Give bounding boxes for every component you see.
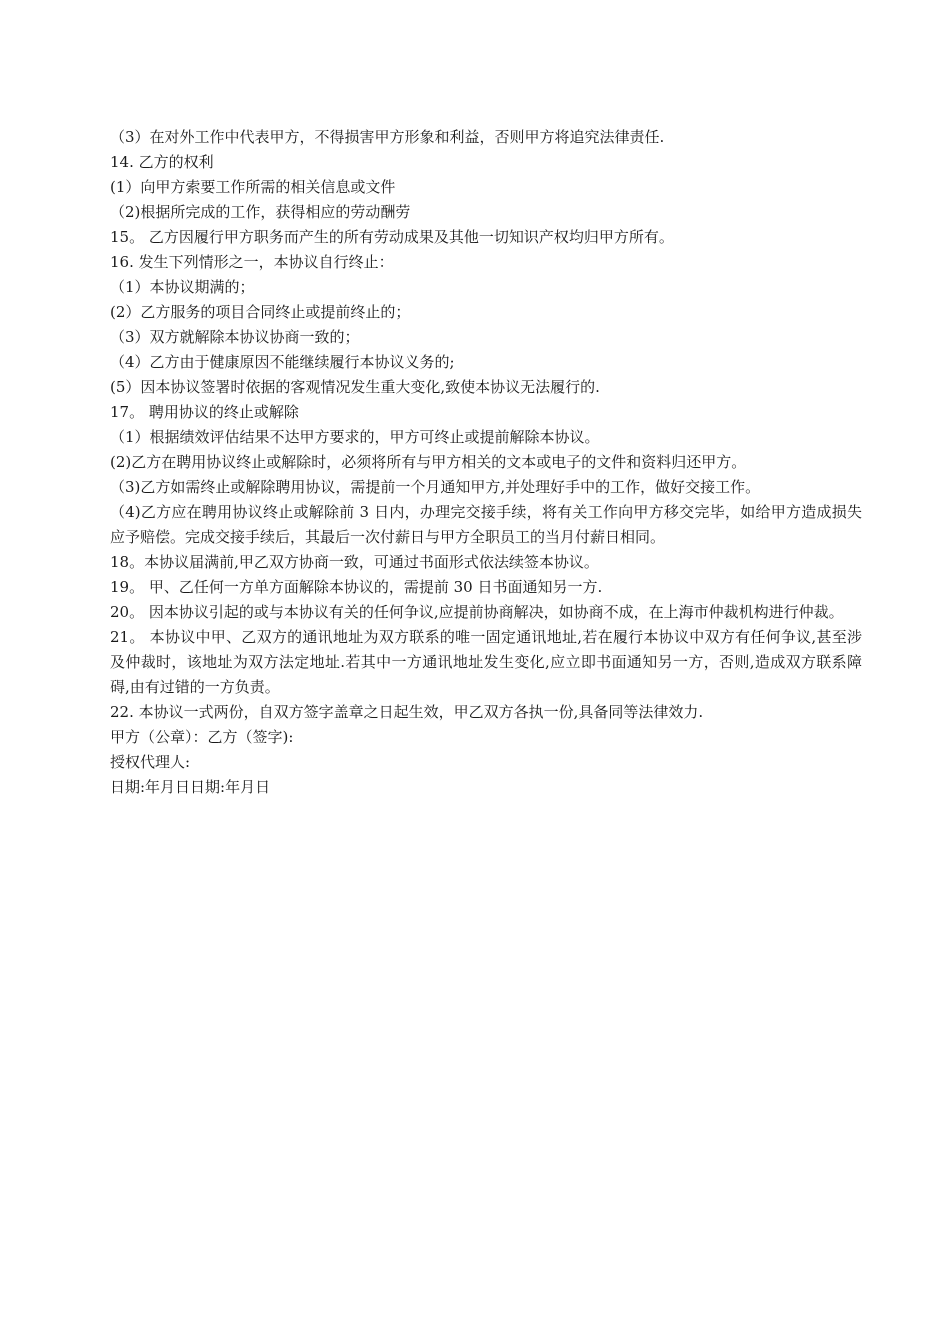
clause-16-item-5: (5）因本协议签署时依据的客观情况发生重大变化,致使本协议无法履行的. [110,378,600,396]
clause-17-item-3: （3)乙方如需终止或解除聘用协议，需提前一个月通知甲方,并处理好手中的工作，做好交接工作。 [110,478,761,496]
clause-18: 18。本协议届满前,甲乙双方协商一致，可通过书面形式依法续签本协议。 [110,553,599,571]
clause-15: 15。 乙方因履行甲方职务而产生的所有劳动成果及其他一切知识产权均归甲方所有。 [110,228,674,246]
clause-16-item-1: （1）本协议期满的； [110,278,255,296]
authorized-agent: 授权代理人: [110,753,191,771]
clause-21: 21。 本协议中甲、乙双方的通讯地址为双方联系的唯一固定通讯地址,若在履行本协议中双方有任何争议,甚至涉及仲裁时，该地址为双方法定地址.若其中一方通讯地址发生变化,应立即书面通知另一方，否则,造成双方联系障碍,由有过错的一方负责。 [110,628,862,696]
clause-16-heading: 16. 发生下列情形之一，本协议自行终止： [110,253,394,271]
clause-16-item-3: （3）双方就解除本协议协商一致的； [110,328,360,346]
clause-17-item-2: (2)乙方在聘用协议终止或解除时，必须将所有与甲方相关的文本或电子的文件和资料归还甲方。 [110,453,747,471]
clause-14-item-1: (1）向甲方索要工作所需的相关信息或文件 [110,178,396,196]
clause-16-item-2: (2）乙方服务的项目合同终止或提前终止的； [110,303,411,321]
document-body [110,125,862,800]
clause-14-item-2: （2)根据所完成的工作，获得相应的劳动酬劳 [110,203,411,221]
clause-17-item-4: （4)乙方应在聘用协议终止或解除前 3 日内，办理完交接手续，将有关工作向甲方移交完毕，如给甲方造成损失应予赔偿。完成交接手续后，其最后一次付薪日与甲方全职员工的当月付薪日相同。 [110,503,862,546]
clause-14-heading: 14. 乙方的权利 [110,153,214,171]
clause-17-item-1: （1）根据绩效评估结果不达甲方要求的，甲方可终止或提前解除本协议。 [110,428,600,446]
clause-19: 19。 甲、乙任何一方单方面解除本协议的，需提前 30 日书面通知另一方. [110,578,603,596]
clause-17-heading: 17。 聘用协议的终止或解除 [110,403,299,421]
clause-16-item-4: （4）乙方由于健康原因不能继续履行本协议义务的; [110,353,455,371]
signature-parties: 甲方（公章）：乙方（签字): [110,728,294,746]
clause-22: 22. 本协议一式两份，自双方签字盖章之日起生效，甲乙双方各执一份,具备同等法律效力. [110,703,704,721]
signature-dates: 日期:年月日日期:年月日 [110,778,271,796]
clause-20: 20。 因本协议引起的或与本协议有关的任何争议,应提前协商解决，如协商不成，在上海市仲裁机构进行仲裁。 [110,603,844,621]
clause-13-item-3: （3）在对外工作中代表甲方，不得损害甲方形象和利益，否则甲方将追究法律责任. [110,128,665,146]
